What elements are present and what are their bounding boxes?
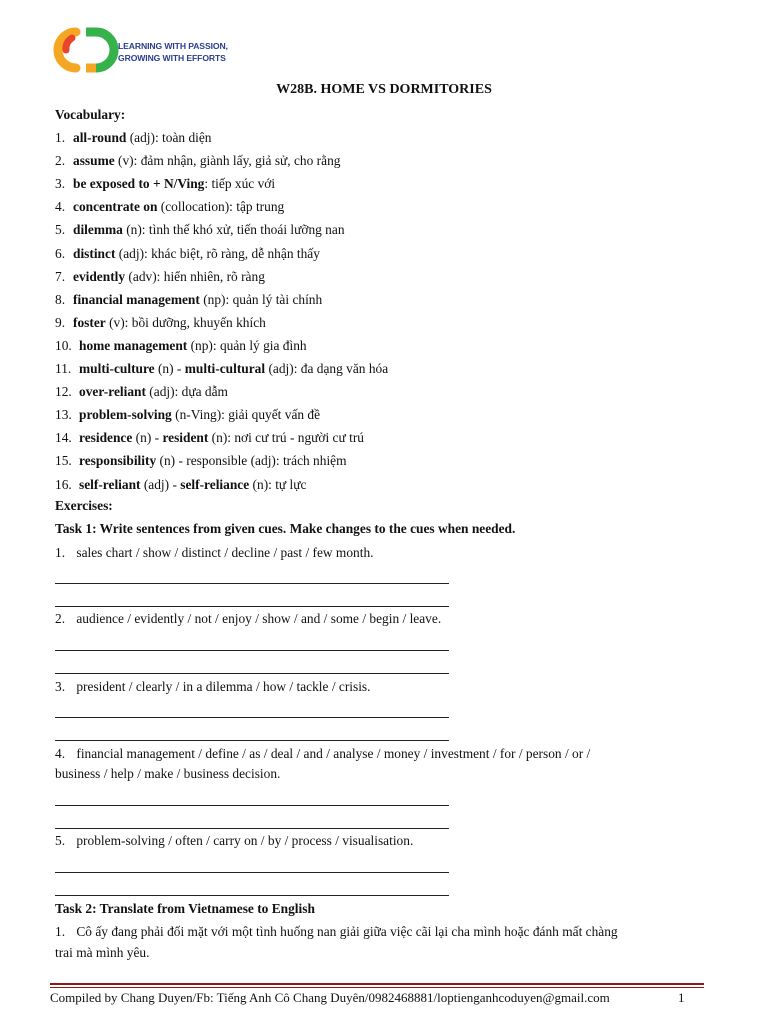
slogan-line-2: GROWING WITH EFFORTS xyxy=(118,53,226,63)
vocab-term: self-reliant xyxy=(79,476,141,492)
vocab-item xyxy=(55,221,345,239)
vocab-definition: (n-Ving): giải quyết vấn đề xyxy=(171,407,321,423)
task1-item-4-cont: business / help / make / business decision. xyxy=(55,766,281,781)
answer-line[interactable] xyxy=(55,740,449,741)
vocab-term: financial management xyxy=(73,291,200,307)
vocab-definition: (np): quản lý tài chính xyxy=(199,291,323,307)
vocab-definition: : tiếp xúc với xyxy=(204,176,276,192)
vocab-item xyxy=(55,406,320,424)
answer-line[interactable] xyxy=(55,717,449,718)
vocab-term: resident xyxy=(162,430,209,446)
answer-line[interactable] xyxy=(55,805,449,806)
vocab-term: problem-solving xyxy=(79,407,172,423)
vocab-number: 6. xyxy=(55,245,66,261)
vocab-term: distinct xyxy=(73,245,116,261)
vocab-definition: (adj) - xyxy=(140,476,181,492)
vocab-definition: (n) - responsible (adj): trách nhiệm xyxy=(156,453,347,469)
vocab-definition: (v): đảm nhận, giành lấy, giả sử, cho rằng xyxy=(114,153,341,169)
task1-item-3: 3. president / clearly / in a dilemma / how / tackle / crisis. xyxy=(55,679,371,694)
vocab-item xyxy=(55,175,275,193)
vocab-number: 13. xyxy=(55,407,72,423)
footer-divider xyxy=(50,983,704,985)
vocab-term: foster xyxy=(73,314,106,330)
vocab-number: 2. xyxy=(55,153,66,169)
vocab-item xyxy=(55,476,306,494)
vocab-number: 11. xyxy=(55,361,72,376)
task2-heading: Task 2: Translate from Vietnamese to English xyxy=(55,901,315,916)
vocab-definition: (adj): dựa dẫm xyxy=(145,384,228,400)
vocab-item xyxy=(55,198,284,216)
vocab-term: be exposed to + N/Ving xyxy=(73,176,205,192)
logo-slogan xyxy=(118,40,228,64)
vocab-definition: (v): bồi dưỡng, khuyến khích xyxy=(105,314,266,330)
vocab-term: all-round xyxy=(73,130,127,145)
task1-item-4: 4. financial management / define / as / deal / and / analyse / money / investment / for / person / or / xyxy=(55,746,591,761)
answer-line[interactable] xyxy=(55,583,449,584)
exercises-heading: Exercises: xyxy=(55,498,113,513)
vocab-term: home management xyxy=(79,337,188,353)
vocab-definition: (n) - xyxy=(154,361,185,376)
vocab-number: 4. xyxy=(55,199,66,215)
task2-item-1: 1. Cô ấy đang phải đối mặt với một tình huống nan giải giữa việc cãi lại cha mình hoặc đánh mất chàng xyxy=(55,924,618,939)
vocab-definition: (np): quản lý gia đình xyxy=(187,337,307,353)
vocab-item xyxy=(55,291,322,309)
vocab-definition: (n): tình thế khó xử, tiến thoái lưỡng nan xyxy=(122,222,345,238)
vocab-definition: (adj): đa dạng văn hóa xyxy=(265,361,389,376)
task1-item-2: 2. audience / evidently / not / enjoy / show / and / some / begin / leave. xyxy=(55,611,442,626)
answer-line[interactable] xyxy=(55,872,449,873)
vocab-number: 7. xyxy=(55,268,66,284)
vocab-number: 12. xyxy=(55,384,72,400)
vocab-item xyxy=(55,337,307,355)
vocab-term: multi-culture xyxy=(79,361,155,376)
vocab-term: dilemma xyxy=(73,222,123,238)
vocab-number: 5. xyxy=(55,222,66,238)
vocab-term: concentrate on xyxy=(73,199,158,215)
vocab-number: 3. xyxy=(55,176,66,192)
vocab-definition: (adv): hiển nhiên, rõ ràng xyxy=(125,268,265,284)
vocab-item xyxy=(55,360,388,378)
vocab-term: self-reliance xyxy=(180,476,250,492)
vocab-number: 9. xyxy=(55,314,66,330)
vocab-item xyxy=(55,268,265,286)
vocab-number: 16. xyxy=(55,476,72,492)
task1-item-5: 5. problem-solving / often / carry on / by / process / visualisation. xyxy=(55,833,414,848)
answer-line[interactable] xyxy=(55,828,449,829)
vocab-number: 8. xyxy=(55,291,66,307)
vocab-term: residence xyxy=(79,430,133,446)
page-number: 1 xyxy=(678,990,685,1005)
answer-line[interactable] xyxy=(55,606,449,607)
vocab-item xyxy=(55,452,347,470)
vocab-number: 10. xyxy=(55,337,72,353)
vocabulary-heading: Vocabulary: xyxy=(55,107,126,122)
answer-line[interactable] xyxy=(55,673,449,674)
vocab-definition: (n): tự lực xyxy=(249,476,307,492)
vocab-item xyxy=(55,429,364,447)
vocab-definition: (adj): khác biệt, rõ ràng, dễ nhận thấy xyxy=(115,245,320,261)
vocab-number: 15. xyxy=(55,453,72,469)
vocab-item xyxy=(55,152,340,170)
vocab-term: responsibility xyxy=(79,453,157,469)
vocab-definition: (n): nơi cư trú - người cư trú xyxy=(208,430,364,446)
vocab-term: over-reliant xyxy=(79,384,146,400)
vocab-item xyxy=(55,245,320,263)
footer-divider-thin xyxy=(50,987,704,988)
vocab-definition: (n) - xyxy=(132,430,163,446)
vocab-definition: (adj): toàn diện xyxy=(126,130,212,145)
answer-line[interactable] xyxy=(55,650,449,651)
slogan-line-1: LEARNING WITH PASSION, xyxy=(118,41,228,51)
vocab-term: assume xyxy=(73,153,115,169)
vocab-item xyxy=(55,314,266,332)
task1-heading: Task 1: Write sentences from given cues. Make changes to the cues when needed. xyxy=(55,521,516,536)
vocab-item xyxy=(55,129,212,147)
page-title: W28B. HOME VS DORMITORIES xyxy=(276,82,492,97)
vocab-number: 14. xyxy=(55,430,72,446)
vocab-term: multi-cultural xyxy=(184,361,266,376)
vocab-definition: (collocation): tập trung xyxy=(157,199,285,215)
vocab-number: 1. xyxy=(55,130,66,145)
task2-item-1-cont: trai mà mình yêu. xyxy=(55,945,150,960)
vocab-item xyxy=(55,383,228,401)
footer-credit: Compiled by Chang Duyen/Fb: Tiếng Anh Cô Chang Duyên/0982468881/loptienganhcoduyen@gmail.com xyxy=(50,990,610,1005)
vocab-term: evidently xyxy=(73,268,126,284)
answer-line[interactable] xyxy=(55,895,449,896)
task1-item-1: 1. sales chart / show / distinct / decline / past / few month. xyxy=(55,545,374,560)
